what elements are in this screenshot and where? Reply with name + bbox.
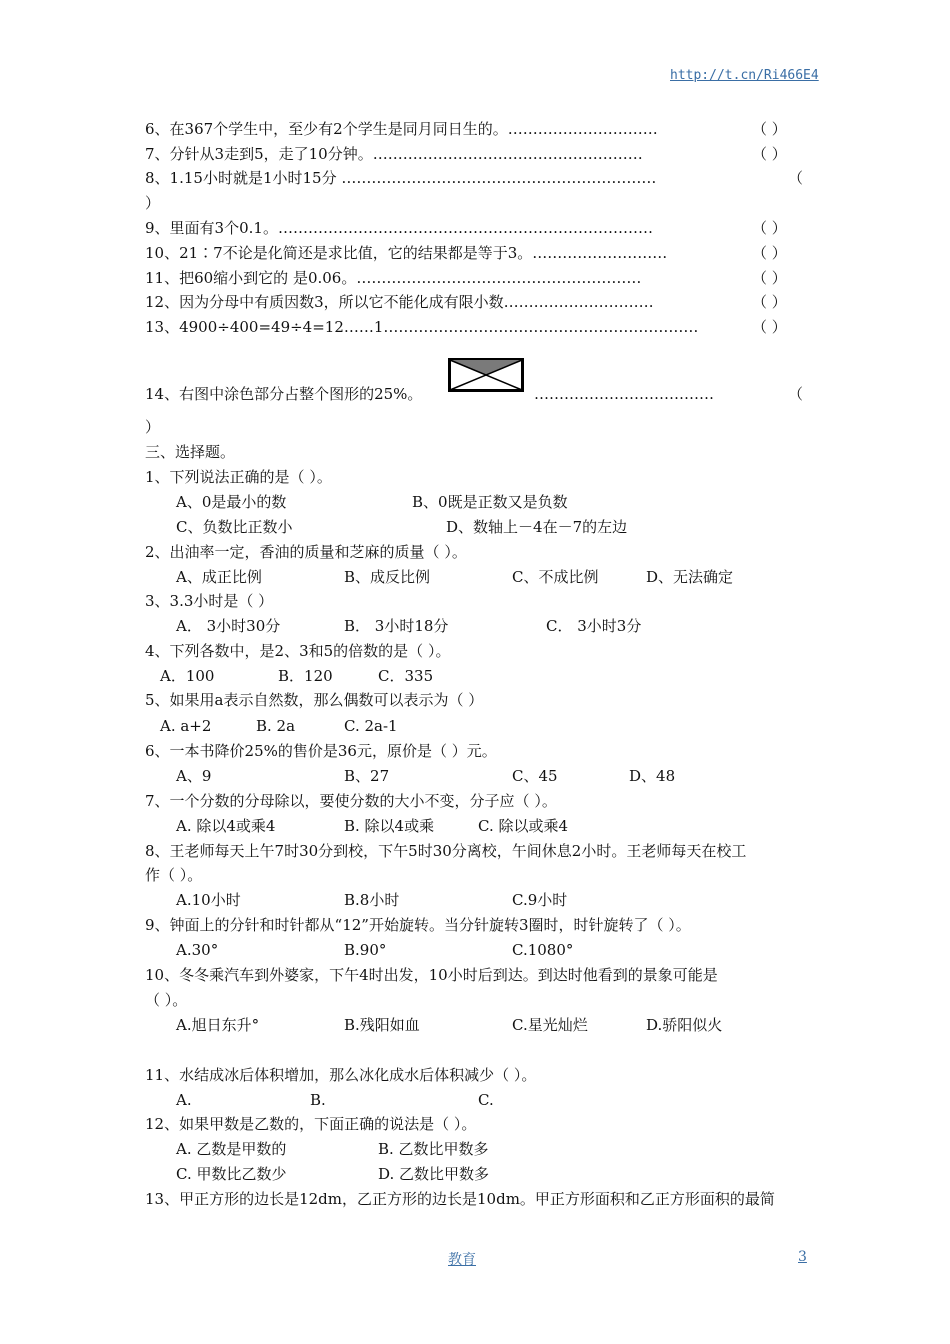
choice-q12-d: D. 乙数比甲数多 (378, 1165, 490, 1183)
choice-q11-c: C. (478, 1091, 494, 1109)
header-link[interactable]: http://t.cn/Ri466E4 (670, 68, 819, 83)
choice-q6-b: B、27 (344, 767, 390, 785)
judge-paren-12: （ ） (752, 293, 787, 311)
choice-q9-stem: 9、钟面上的分针和时针都从“12”开始旋转。当分针旋转3圈时，时针旋转了（ ）。 (145, 916, 691, 934)
judge-paren-13: （ ） (752, 318, 787, 336)
choice-q11-b: B. (310, 1091, 326, 1109)
choice-q7-a: A. 除以4或乘4 (176, 817, 276, 835)
choice-q7-b: B. 除以4或乘 (344, 817, 435, 835)
judge-item-6: 6、在367个学生中，至少有2个学生是同月同日生的。………………………… (145, 120, 658, 138)
judge-item-8: 8、1.15小时就是1小时15分 ……………………………………………………… (145, 169, 657, 187)
choice-q7-stem: 7、一个分数的分母除以，要使分数的大小不变，分子应（ ）。 (145, 792, 557, 810)
judge-item-13: 13、4900÷400=49÷4=12……1……………………………………………………… (145, 318, 699, 336)
judge-paren-8: （ (788, 169, 804, 187)
footer-label[interactable]: 教育 (448, 1252, 476, 1268)
choice-q1-a: A、0是最小的数 (176, 493, 287, 511)
choice-q2-d: D、无法确定 (646, 568, 734, 586)
judge-paren-11: （ ） (752, 269, 787, 287)
choice-q2-stem: 2、出油率一定，香油的质量和芝麻的质量（ ）。 (145, 543, 467, 561)
choice-q3-c: C． 3小时3分 (546, 617, 642, 635)
judge-item-14: 14、右图中涂色部分占整个图形的25%。 (145, 385, 423, 403)
judge-item-7: 7、分针从3走到5，走了10分钟。……………………………………………… (145, 145, 643, 163)
choice-q10-stem: 10、冬冬乘汽车到外婆家，下午4时出发，10小时后到达。到达时他看到的景象可能是 (145, 966, 718, 984)
choice-q7-c: C. 除以或乘4 (478, 817, 569, 835)
choice-q1-c: C、负数比正数小 (176, 518, 293, 536)
choice-q9-a: A.30° (176, 941, 219, 959)
choice-q6-stem: 6、一本书降价25%的售价是36元，原价是（ ）元。 (145, 742, 497, 760)
section-title: 三、选择题。 (145, 443, 236, 461)
choice-q3-a: A． 3小时30分 (176, 617, 281, 635)
choice-q11-a: A. (176, 1091, 192, 1109)
judge-item-14-close: ） (145, 418, 161, 436)
choice-q8-c: C.9小时 (512, 891, 568, 909)
choice-q10-stem-cont: （ ）。 (145, 991, 188, 1009)
choice-q5-stem: 5、如果用a表示自然数，那么偶数可以表示为（ ） (145, 691, 484, 709)
choice-q10-d: D.骄阳似火 (646, 1016, 723, 1034)
choice-q10-c: C.星光灿烂 (512, 1016, 588, 1034)
choice-q2-b: B、成反比例 (344, 568, 431, 586)
choice-q12-a: A. 乙数是甲数的 (176, 1140, 287, 1158)
choice-q13-stem: 13、甲正方形的边长是12dm，乙正方形的边长是10dm。甲正方形面积和乙正方形面积的最简 (145, 1190, 775, 1208)
choice-q10-b: B.残阳如血 (344, 1016, 420, 1034)
choice-q6-d: D、48 (629, 767, 676, 785)
choice-q5-a: A. a+2 (160, 717, 212, 735)
choice-q9-c: C.1080° (512, 941, 574, 959)
choice-q8-a: A.10小时 (176, 891, 241, 909)
choice-q1-d: D、数轴上－4在－7的左边 (446, 518, 628, 536)
judge-item-12: 12、因为分母中有质因数3，所以它不能化成有限小数………………………… (145, 293, 654, 311)
choice-q3-stem: 3、3.3小时是（ ） (145, 592, 274, 610)
choice-q12-stem: 12、如果甲数是乙数的，下面正确的说法是（ ）。 (145, 1115, 477, 1133)
judge-paren-7: （ ） (752, 145, 787, 163)
choice-q2-a: A、成正比例 (176, 568, 262, 586)
choice-q5-b: B. 2a (256, 717, 296, 735)
judge-dots-14: ……………………………… (534, 385, 714, 403)
choice-q2-c: C、不成比例 (512, 568, 599, 586)
choice-q4-stem: 4、下列各数中，是2、3和5的倍数的是（ ）。 (145, 642, 451, 660)
choice-q1-b: B、0既是正数又是负数 (412, 493, 568, 511)
judge-paren-10: （ ） (752, 244, 787, 262)
judge-item-9: 9、里面有3个0.1。………………………………………………………………… (145, 219, 653, 237)
choice-q6-c: C、45 (512, 767, 558, 785)
judge-item-8-close: ） (145, 194, 161, 212)
choice-q1-stem: 1、下列说法正确的是（ ）。 (145, 468, 332, 486)
choice-q12-c: C. 甲数比乙数少 (176, 1165, 287, 1183)
shaded-rectangle-figure (448, 358, 524, 392)
choice-q10-a: A.旭日东升° (176, 1016, 260, 1034)
choice-q12-b: B. 乙数比甲数多 (378, 1140, 489, 1158)
choice-q4-c: C．335 (378, 667, 434, 685)
choice-q6-a: A、9 (176, 767, 212, 785)
choice-q4-a: A．100 (160, 667, 215, 685)
judge-paren-9: （ ） (752, 219, 787, 237)
judge-item-11: 11、把60缩小到它的 是0.06。………………………………………………… (145, 269, 642, 287)
choice-q3-b: B． 3小时18分 (344, 617, 449, 635)
judge-paren-6: （ ） (752, 120, 787, 138)
judge-paren-14: （ (788, 385, 804, 403)
choice-q5-c: C. 2a-1 (344, 717, 398, 735)
choice-q11-stem: 11、水结成冰后体积增加，那么冰化成水后体积减少（ ）。 (145, 1066, 537, 1084)
judge-item-10: 10、21∶7不论是化简还是求比值，它的结果都是等于3。……………………… (145, 244, 668, 262)
page-number[interactable]: 3 (798, 1249, 807, 1265)
choice-q9-b: B.90° (344, 941, 387, 959)
choice-q4-b: B．120 (278, 667, 333, 685)
choice-q8-stem: 8、王老师每天上午7时30分到校，下午5时30分离校，午间休息2小时。王老师每天在校工 (145, 842, 747, 860)
choice-q8-b: B.8小时 (344, 891, 400, 909)
choice-q8-stem-cont: 作（ ）。 (145, 866, 203, 884)
